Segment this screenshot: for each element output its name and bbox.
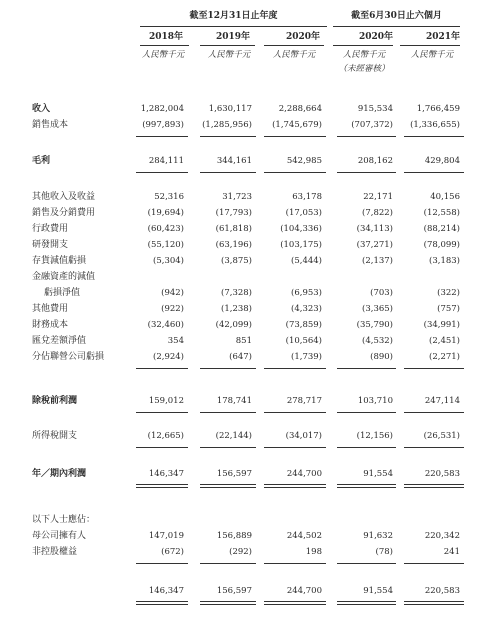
row-value-cell: (55,120)	[147, 240, 184, 250]
row-value-cell: 146,347	[148, 586, 184, 596]
subtotal-rule	[337, 447, 396, 448]
row-value-cell: (1,739)	[291, 352, 322, 362]
subtotal-rule	[404, 368, 464, 369]
subtotal-rule	[200, 136, 256, 137]
row-value-cell: 40,156	[430, 192, 460, 202]
row-value-cell: 1,630,117	[208, 104, 252, 114]
subtotal-rule	[200, 601, 256, 602]
row-value-cell: (17,793)	[215, 208, 252, 218]
subtotal-rule	[264, 563, 326, 564]
row-value-cell: 241	[443, 547, 460, 557]
row-value-cell: (37,271)	[356, 240, 393, 250]
row-label: 分佔聯營公司虧損	[32, 352, 105, 362]
row-value-cell: (922)	[161, 304, 184, 314]
row-value-cell: (17,053)	[285, 208, 322, 218]
subtotal-rule	[264, 484, 326, 485]
row-value-cell: 1,282,004	[140, 104, 184, 114]
double-total-rule	[404, 487, 464, 488]
row-value-cell: (7,328)	[221, 288, 252, 298]
row-value-cell: 244,700	[286, 469, 322, 479]
unit-2019: 人民幣千元	[207, 50, 251, 60]
row-label: 毛利	[32, 156, 51, 166]
row-value-cell: 220,583	[424, 586, 460, 596]
subtotal-rule	[404, 136, 464, 137]
row-value-cell: (12,665)	[147, 431, 184, 441]
row-value-cell: 22,171	[363, 192, 393, 202]
subtotal-rule	[264, 447, 326, 448]
subtotal-rule	[404, 172, 464, 173]
row-value-cell: (1,238)	[221, 304, 252, 314]
row-value-cell: 220,583	[424, 469, 460, 479]
row-value-cell: (757)	[437, 304, 460, 314]
row-value-cell: (22,144)	[215, 431, 252, 441]
subtotal-rule	[337, 136, 396, 137]
row-value-cell: (7,822)	[362, 208, 393, 218]
subtotal-rule	[136, 601, 188, 602]
row-value-cell: (26,531)	[423, 431, 460, 441]
row-value-cell: (2,271)	[429, 352, 460, 362]
subtotal-rule	[337, 412, 396, 413]
row-value-cell: 198	[305, 547, 322, 557]
row-value-cell: 220,342	[424, 531, 460, 541]
double-total-rule	[200, 604, 256, 605]
year-rule-2019	[200, 45, 255, 46]
subtotal-rule	[200, 368, 256, 369]
subtotal-rule	[264, 368, 326, 369]
year-header-2021-h1: 2021年	[425, 32, 460, 42]
row-value-cell: (1,285,956)	[202, 120, 252, 130]
half-year-period-header: 截至6月30日止六個月	[351, 11, 442, 21]
subtotal-rule	[264, 172, 326, 173]
double-total-rule	[337, 487, 396, 488]
unaudited-note: （未經審核）	[338, 64, 390, 74]
row-value-cell: 247,114	[424, 396, 460, 406]
row-value-cell: 63,178	[292, 192, 322, 202]
subtotal-rule	[136, 136, 188, 137]
row-value-cell: (34,017)	[285, 431, 322, 441]
year-header-2020: 2020年	[285, 32, 320, 42]
row-value-cell: 103,710	[357, 396, 393, 406]
subtotal-rule	[200, 484, 256, 485]
subtotal-rule	[136, 412, 188, 413]
row-value-cell: (1,336,655)	[410, 120, 460, 130]
row-value-cell: (3,875)	[221, 256, 252, 266]
row-value-cell: (35,790)	[356, 320, 393, 330]
row-label: 財務成本	[32, 320, 69, 330]
row-value-cell: (1,745,679)	[272, 120, 322, 130]
double-total-rule	[264, 604, 326, 605]
row-label: 銷售及分銷費用	[32, 208, 96, 218]
row-label: 存貨減值虧損	[32, 256, 87, 266]
double-total-rule	[200, 487, 256, 488]
row-value-cell: (61,818)	[215, 224, 252, 234]
row-value-cell: 915,534	[357, 104, 393, 114]
row-value-cell: (672)	[161, 547, 184, 557]
year-rule-2021-h1	[400, 45, 460, 46]
row-value-cell: 542,985	[286, 156, 322, 166]
row-value-cell: (63,196)	[215, 240, 252, 250]
row-label: 銷售成本	[32, 120, 69, 130]
row-value-cell: 156,889	[216, 531, 252, 541]
unit-2018: 人民幣千元	[141, 50, 185, 60]
row-label: 其他收入及收益	[32, 192, 96, 202]
row-value-cell: (73,859)	[285, 320, 322, 330]
row-value-cell: (4,532)	[362, 336, 393, 346]
year-rule-2018	[140, 45, 189, 46]
row-value-cell: 354	[167, 336, 184, 346]
subtotal-rule	[404, 447, 464, 448]
row-value-cell: 156,597	[216, 586, 252, 596]
row-label: 收入	[32, 104, 51, 114]
row-label: 其他費用	[32, 304, 69, 314]
row-value-cell: 244,502	[286, 531, 322, 541]
row-value-cell: 91,554	[363, 469, 393, 479]
subtotal-rule	[136, 563, 188, 564]
row-label: 金融資產的減值	[32, 272, 96, 282]
row-value-cell: (2,924)	[153, 352, 184, 362]
row-value-cell: (2,451)	[429, 336, 460, 346]
row-value-cell: (12,156)	[356, 431, 393, 441]
row-label: 虧損淨值	[44, 288, 81, 298]
row-value-cell: (104,336)	[280, 224, 322, 234]
row-value-cell: (3,183)	[429, 256, 460, 266]
row-value-cell: 91,632	[363, 531, 393, 541]
row-value-cell: 146,347	[148, 469, 184, 479]
row-label: 母公司擁有人	[32, 531, 87, 541]
row-value-cell: 31,723	[222, 192, 252, 202]
row-value-cell: (103,175)	[280, 240, 322, 250]
row-value-cell: (60,423)	[147, 224, 184, 234]
row-value-cell: 147,019	[148, 531, 184, 541]
header-rule-half-year	[333, 26, 460, 27]
subtotal-rule	[136, 447, 188, 448]
row-value-cell: 2,288,664	[278, 104, 322, 114]
subtotal-rule	[337, 601, 396, 602]
subtotal-rule	[404, 601, 464, 602]
subtotal-rule	[404, 563, 464, 564]
row-value-cell: (5,304)	[153, 256, 184, 266]
row-value-cell: 52,316	[154, 192, 184, 202]
subtotal-rule	[264, 601, 326, 602]
row-value-cell: 159,012	[148, 396, 184, 406]
double-total-rule	[136, 487, 188, 488]
row-value-cell: 284,111	[148, 156, 184, 166]
row-value-cell: (707,372)	[351, 120, 393, 130]
year-header-2018: 2018年	[148, 32, 183, 42]
subtotal-rule	[404, 412, 464, 413]
subtotal-rule	[200, 172, 256, 173]
subtotal-rule	[337, 368, 396, 369]
row-label: 非控股權益	[32, 547, 78, 557]
subtotal-rule	[136, 172, 188, 173]
row-value-cell: (6,953)	[291, 288, 322, 298]
subtotal-rule	[200, 563, 256, 564]
header-rule-full-year	[140, 26, 327, 27]
row-value-cell: 244,700	[286, 586, 322, 596]
subtotal-rule	[264, 136, 326, 137]
row-value-cell: (10,564)	[285, 336, 322, 346]
year-rule-2020	[264, 45, 324, 46]
unit-2021-h1: 人民幣千元	[410, 50, 454, 60]
row-value-cell: (78,099)	[423, 240, 460, 250]
row-value-cell: 1,766,459	[416, 104, 460, 114]
row-value-cell: (88,214)	[423, 224, 460, 234]
subtotal-rule	[337, 484, 396, 485]
row-label: 以下人士應佔：	[32, 515, 96, 525]
row-label: 研發開支	[32, 240, 69, 250]
row-label: 匯兌差額淨值	[32, 336, 87, 346]
row-value-cell: (34,991)	[423, 320, 460, 330]
row-value-cell: 429,804	[424, 156, 460, 166]
subtotal-rule	[136, 368, 188, 369]
row-value-cell: 208,162	[357, 156, 393, 166]
double-total-rule	[136, 604, 188, 605]
row-value-cell: (32,460)	[147, 320, 184, 330]
row-value-cell: (5,444)	[291, 256, 322, 266]
row-value-cell: (942)	[161, 288, 184, 298]
subtotal-rule	[404, 484, 464, 485]
year-header-2019: 2019年	[215, 32, 250, 42]
row-value-cell: (647)	[229, 352, 252, 362]
row-value-cell: (292)	[229, 547, 252, 557]
row-value-cell: 851	[235, 336, 252, 346]
row-value-cell: (34,113)	[356, 224, 393, 234]
year-header-2020-h1: 2020年	[358, 32, 393, 42]
row-value-cell: 91,554	[363, 586, 393, 596]
row-value-cell: (42,099)	[215, 320, 252, 330]
double-total-rule	[264, 487, 326, 488]
row-value-cell: 178,741	[216, 396, 252, 406]
row-value-cell: (12,558)	[423, 208, 460, 218]
row-value-cell: 344,161	[216, 156, 252, 166]
unit-2020-h1: 人民幣千元	[342, 50, 386, 60]
subtotal-rule	[200, 412, 256, 413]
row-label: 除稅前利潤	[32, 396, 78, 406]
subtotal-rule	[337, 172, 396, 173]
row-value-cell: 156,597	[216, 469, 252, 479]
row-value-cell: (78)	[375, 547, 393, 557]
row-value-cell: (19,694)	[147, 208, 184, 218]
row-value-cell: (322)	[437, 288, 460, 298]
double-total-rule	[404, 604, 464, 605]
full-year-period-header: 截至12月31日止年度	[189, 11, 278, 21]
row-value-cell: 278,717	[286, 396, 322, 406]
row-value-cell: (4,323)	[291, 304, 322, 314]
row-value-cell: (703)	[370, 288, 393, 298]
row-value-cell: (2,137)	[362, 256, 393, 266]
row-label: 所得稅開支	[32, 431, 78, 441]
row-label: 行政費用	[32, 224, 69, 234]
subtotal-rule	[264, 412, 326, 413]
subtotal-rule	[136, 484, 188, 485]
row-label: 年／期內利潤	[32, 469, 87, 479]
double-total-rule	[337, 604, 396, 605]
subtotal-rule	[337, 563, 396, 564]
year-rule-2020-h1	[333, 45, 393, 46]
subtotal-rule	[200, 447, 256, 448]
row-value-cell: (890)	[370, 352, 393, 362]
unit-2020: 人民幣千元	[272, 50, 316, 60]
row-value-cell: (3,365)	[362, 304, 393, 314]
row-value-cell: (997,893)	[142, 120, 184, 130]
